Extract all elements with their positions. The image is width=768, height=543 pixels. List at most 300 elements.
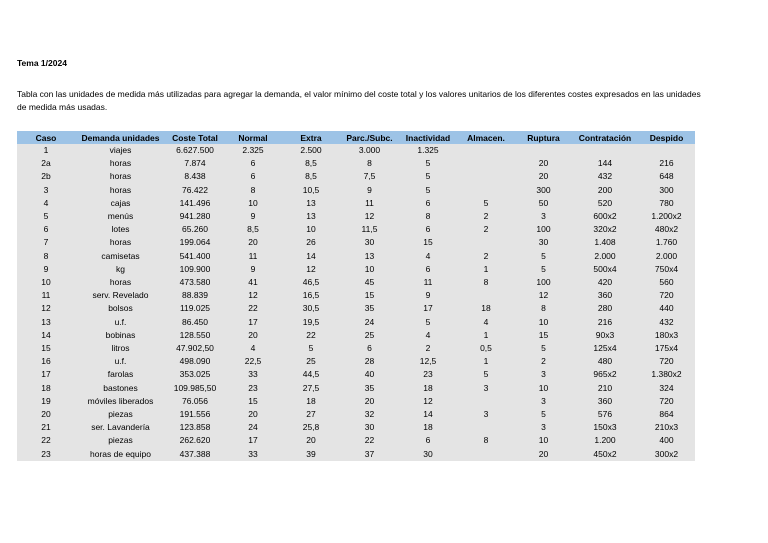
- table-cell: [457, 448, 515, 461]
- table-cell: 0,5: [457, 342, 515, 355]
- table-cell: 541.400: [166, 250, 224, 263]
- table-cell: 5: [515, 263, 572, 276]
- table-row: [17, 382, 695, 395]
- table-cell: 18: [282, 395, 340, 408]
- table-row: [17, 184, 695, 197]
- table-cell: 22,5: [224, 355, 282, 368]
- table-cell: 33: [224, 368, 282, 381]
- table-cell: 15: [17, 342, 75, 355]
- table-cell: 8: [17, 250, 75, 263]
- table-cell: 500x4: [572, 263, 638, 276]
- table-cell: 8,5: [282, 170, 340, 183]
- table-cell: 3: [457, 382, 515, 395]
- table-cell: 2: [457, 223, 515, 236]
- table-row: [17, 408, 695, 421]
- table-cell: 30: [515, 236, 572, 249]
- table-row: [17, 395, 695, 408]
- table-cell: 4: [399, 329, 457, 342]
- table-cell: 11: [224, 250, 282, 263]
- table-cell: horas: [75, 236, 166, 249]
- table-cell: 1.325: [399, 144, 457, 157]
- table-cell: 17: [224, 316, 282, 329]
- table-row: [17, 157, 695, 170]
- table-cell: 30,5: [282, 302, 340, 315]
- table-cell: 9: [340, 184, 399, 197]
- table-cell: 4: [224, 342, 282, 355]
- table-cell: 480: [572, 355, 638, 368]
- column-header: Caso: [17, 131, 75, 144]
- table-cell: 18: [399, 421, 457, 434]
- table-cell: 18: [399, 382, 457, 395]
- table-cell: 6: [224, 157, 282, 170]
- table-cell: 23: [399, 368, 457, 381]
- table-cell: 109.985,50: [166, 382, 224, 395]
- table-cell: 22: [224, 302, 282, 315]
- table-cell: 965x2: [572, 368, 638, 381]
- table-cell: 420: [572, 276, 638, 289]
- table-cell: 41: [224, 276, 282, 289]
- table-cell: u.f.: [75, 316, 166, 329]
- table-cell: 20: [224, 408, 282, 421]
- table-cell: 123.858: [166, 421, 224, 434]
- table-cell: 10: [17, 276, 75, 289]
- table-cell: 12: [399, 395, 457, 408]
- table-cell: 13: [282, 210, 340, 223]
- table-cell: 76.056: [166, 395, 224, 408]
- table-cell: serv. Revelado: [75, 289, 166, 302]
- table-cell: 1.200x2: [638, 210, 695, 223]
- column-header: Demanda unidades: [75, 131, 166, 144]
- table-cell: 1.380x2: [638, 368, 695, 381]
- table-cell: 1.200: [572, 434, 638, 447]
- table-cell: 560: [638, 276, 695, 289]
- table-cell: 8,5: [224, 223, 282, 236]
- table-cell: [457, 184, 515, 197]
- table-cell: 13: [17, 316, 75, 329]
- table-cell: 300: [638, 184, 695, 197]
- table-cell: 17: [399, 302, 457, 315]
- table-cell: 5: [399, 157, 457, 170]
- table-cell: 4: [457, 316, 515, 329]
- table-cell: horas: [75, 276, 166, 289]
- table-cell: 24: [224, 421, 282, 434]
- table-cell: 7.874: [166, 157, 224, 170]
- table-cell: 12: [515, 289, 572, 302]
- table-cell: 30: [399, 448, 457, 461]
- table-cell: 17: [224, 434, 282, 447]
- table-cell: 125x4: [572, 342, 638, 355]
- table-cell: 46,5: [282, 276, 340, 289]
- table-cell: 15: [399, 236, 457, 249]
- table-cell: 6: [399, 263, 457, 276]
- table-cell: 22: [282, 329, 340, 342]
- table-cell: 5: [515, 408, 572, 421]
- table-cell: 24: [340, 316, 399, 329]
- table-cell: 14: [399, 408, 457, 421]
- table-cell: 5: [515, 342, 572, 355]
- table-cell: 2a: [17, 157, 75, 170]
- table-cell: 12: [17, 302, 75, 315]
- table-cell: 300: [515, 184, 572, 197]
- table-cell: 11: [399, 276, 457, 289]
- table-cell: 128.550: [166, 329, 224, 342]
- table-cell: 25,8: [282, 421, 340, 434]
- table-cell: 10: [224, 197, 282, 210]
- table-row: [17, 434, 695, 447]
- table-cell: 720: [638, 395, 695, 408]
- table-cell: 5: [17, 210, 75, 223]
- table-cell: 14: [282, 250, 340, 263]
- table-cell: 10: [515, 382, 572, 395]
- table-cell: 2: [457, 210, 515, 223]
- table-cell: 8: [457, 434, 515, 447]
- table-cell: [572, 144, 638, 157]
- table-cell: 6.627.500: [166, 144, 224, 157]
- table-row: [17, 144, 695, 157]
- table-cell: 5: [282, 342, 340, 355]
- table-cell: 5: [515, 250, 572, 263]
- table-cell: 119.025: [166, 302, 224, 315]
- table-cell: 8: [340, 157, 399, 170]
- table-cell: litros: [75, 342, 166, 355]
- table-row: [17, 421, 695, 434]
- table-cell: 432: [638, 316, 695, 329]
- table-cell: 5: [457, 368, 515, 381]
- table-cell: 18: [457, 302, 515, 315]
- table-cell: 17: [17, 368, 75, 381]
- table-cell: 8: [515, 302, 572, 315]
- column-header: Coste Total: [166, 131, 224, 144]
- table-cell: [515, 144, 572, 157]
- table-cell: 7: [17, 236, 75, 249]
- table-cell: 780: [638, 197, 695, 210]
- table-cell: 16: [17, 355, 75, 368]
- column-header: Ruptura: [515, 131, 572, 144]
- table-cell: 37: [340, 448, 399, 461]
- table-cell: piezas: [75, 434, 166, 447]
- table-cell: 941.280: [166, 210, 224, 223]
- table-body: [17, 144, 695, 461]
- table-cell: 4: [17, 197, 75, 210]
- table-cell: 1: [457, 329, 515, 342]
- table-cell: [638, 144, 695, 157]
- table-cell: 35: [340, 382, 399, 395]
- table-cell: 20: [224, 236, 282, 249]
- table-cell: 15: [515, 329, 572, 342]
- table-cell: u.f.: [75, 355, 166, 368]
- table-row: [17, 250, 695, 263]
- table-cell: 13: [282, 197, 340, 210]
- column-header: Extra: [282, 131, 340, 144]
- table-cell: 2b: [17, 170, 75, 183]
- table-cell: 210: [572, 382, 638, 395]
- table-cell: 33: [224, 448, 282, 461]
- table-cell: [457, 395, 515, 408]
- table-cell: 6: [399, 197, 457, 210]
- table-cell: 22: [17, 434, 75, 447]
- table-cell: 353.025: [166, 368, 224, 381]
- table-cell: 1: [457, 355, 515, 368]
- cost-table: [17, 131, 695, 461]
- table-cell: horas: [75, 184, 166, 197]
- table-cell: 3: [515, 210, 572, 223]
- table-cell: 100: [515, 276, 572, 289]
- table-cell: 7,5: [340, 170, 399, 183]
- table-cell: 6: [399, 223, 457, 236]
- table-cell: 9: [224, 263, 282, 276]
- table-cell: 12: [340, 210, 399, 223]
- table-row: [17, 329, 695, 342]
- table-cell: 300x2: [638, 448, 695, 461]
- table-cell: 10,5: [282, 184, 340, 197]
- table-cell: 23: [17, 448, 75, 461]
- table-cell: 20: [515, 170, 572, 183]
- table-cell: 28: [340, 355, 399, 368]
- table-cell: 9: [224, 210, 282, 223]
- table-cell: 25: [340, 329, 399, 342]
- table-cell: 199.064: [166, 236, 224, 249]
- table-cell: 12: [282, 263, 340, 276]
- table-cell: 437.388: [166, 448, 224, 461]
- table-cell: 47.902,50: [166, 342, 224, 355]
- table-row: [17, 263, 695, 276]
- table-cell: 13: [340, 250, 399, 263]
- table-cell: 15: [340, 289, 399, 302]
- table-cell: 39: [282, 448, 340, 461]
- table-cell: 6: [17, 223, 75, 236]
- table-description: Tabla con las unidades de medida más utilizadas para agregar la demanda, el valor mínimo del coste total y los valores unitarios de los diferentes costes expresados en las unidades de medida más usadas.: [17, 89, 701, 112]
- table-cell: 86.450: [166, 316, 224, 329]
- table-cell: 1: [17, 144, 75, 157]
- table-cell: 262.620: [166, 434, 224, 447]
- table-cell: 3: [515, 421, 572, 434]
- table-cell: 2: [515, 355, 572, 368]
- table-cell: 144: [572, 157, 638, 170]
- table-cell: bobinas: [75, 329, 166, 342]
- table-cell: 320x2: [572, 223, 638, 236]
- table-cell: ser. Lavandería: [75, 421, 166, 434]
- table-cell: 20: [340, 395, 399, 408]
- table-header-row: [17, 131, 695, 144]
- table-cell: 2: [457, 250, 515, 263]
- table-cell: [457, 144, 515, 157]
- table-cell: 90x3: [572, 329, 638, 342]
- table-cell: 1: [457, 263, 515, 276]
- table-cell: 432: [572, 170, 638, 183]
- table-cell: 3: [515, 368, 572, 381]
- table-cell: 5: [399, 184, 457, 197]
- table-cell: 14: [17, 329, 75, 342]
- table-cell: 180x3: [638, 329, 695, 342]
- table-cell: lotes: [75, 223, 166, 236]
- table-cell: 216: [638, 157, 695, 170]
- table-cell: 15: [224, 395, 282, 408]
- table-cell: 10: [515, 316, 572, 329]
- table-cell: 25: [282, 355, 340, 368]
- table-cell: 141.496: [166, 197, 224, 210]
- table-row: [17, 236, 695, 249]
- table-cell: 22: [340, 434, 399, 447]
- table-cell: bastones: [75, 382, 166, 395]
- table-cell: 4: [399, 250, 457, 263]
- table-cell: 3: [457, 408, 515, 421]
- table-cell: 19: [17, 395, 75, 408]
- table-cell: 8: [224, 184, 282, 197]
- table-cell: 45: [340, 276, 399, 289]
- table-cell: 648: [638, 170, 695, 183]
- table-cell: viajes: [75, 144, 166, 157]
- table-cell: 520: [572, 197, 638, 210]
- table-cell: 21: [17, 421, 75, 434]
- table-cell: 450x2: [572, 448, 638, 461]
- table-cell: [457, 157, 515, 170]
- table-cell: 864: [638, 408, 695, 421]
- table-cell: 65.260: [166, 223, 224, 236]
- table-row: [17, 342, 695, 355]
- table-row: [17, 197, 695, 210]
- table-cell: 18: [17, 382, 75, 395]
- table-row: [17, 302, 695, 315]
- table-cell: horas: [75, 170, 166, 183]
- table-cell: 8.438: [166, 170, 224, 183]
- table-cell: 6: [224, 170, 282, 183]
- table-cell: 2.000: [572, 250, 638, 263]
- column-header: Parc./Subc.: [340, 131, 399, 144]
- table-cell: 6: [399, 434, 457, 447]
- table-cell: camisetas: [75, 250, 166, 263]
- table-cell: 600x2: [572, 210, 638, 223]
- table-cell: 3.000: [340, 144, 399, 157]
- table-cell: 20: [224, 329, 282, 342]
- column-header: Normal: [224, 131, 282, 144]
- table-row: [17, 355, 695, 368]
- table-cell: 10: [340, 263, 399, 276]
- table-row: [17, 170, 695, 183]
- table-cell: 10: [282, 223, 340, 236]
- table-cell: 2.325: [224, 144, 282, 157]
- table-cell: 40: [340, 368, 399, 381]
- table-cell: 324: [638, 382, 695, 395]
- table-cell: 12,5: [399, 355, 457, 368]
- document-title: Tema 1/2024: [17, 58, 67, 68]
- table-cell: 12: [224, 289, 282, 302]
- table-cell: 473.580: [166, 276, 224, 289]
- table-cell: 360: [572, 289, 638, 302]
- table-cell: 480x2: [638, 223, 695, 236]
- table-cell: móviles liberados: [75, 395, 166, 408]
- table-row: [17, 276, 695, 289]
- table-cell: 109.900: [166, 263, 224, 276]
- table-cell: 30: [340, 236, 399, 249]
- table-cell: 9: [17, 263, 75, 276]
- table-cell: 11: [17, 289, 75, 302]
- table-cell: 216: [572, 316, 638, 329]
- table-cell: 20: [515, 448, 572, 461]
- table-cell: 440: [638, 302, 695, 315]
- table-cell: 27,5: [282, 382, 340, 395]
- table-cell: 2: [399, 342, 457, 355]
- table-cell: 16,5: [282, 289, 340, 302]
- table-cell: horas de equipo: [75, 448, 166, 461]
- table-cell: 76.422: [166, 184, 224, 197]
- table-row: [17, 289, 695, 302]
- table-row: [17, 316, 695, 329]
- table-cell: 360: [572, 395, 638, 408]
- table-cell: 1.760: [638, 236, 695, 249]
- table-cell: 27: [282, 408, 340, 421]
- table-cell: 3: [17, 184, 75, 197]
- table-cell: 400: [638, 434, 695, 447]
- table-cell: farolas: [75, 368, 166, 381]
- table-cell: 8: [399, 210, 457, 223]
- table-cell: 11,5: [340, 223, 399, 236]
- table-cell: 200: [572, 184, 638, 197]
- table-cell: 30: [340, 421, 399, 434]
- table-cell: 32: [340, 408, 399, 421]
- table-cell: 2.000: [638, 250, 695, 263]
- column-header: Inactividad: [399, 131, 457, 144]
- table-cell: 175x4: [638, 342, 695, 355]
- table-cell: 210x3: [638, 421, 695, 434]
- table-cell: [457, 236, 515, 249]
- table-cell: 10: [515, 434, 572, 447]
- column-header: Almacen.: [457, 131, 515, 144]
- table-cell: 20: [17, 408, 75, 421]
- table-cell: 19,5: [282, 316, 340, 329]
- table-cell: 50: [515, 197, 572, 210]
- table-row: [17, 368, 695, 381]
- table-cell: 1.408: [572, 236, 638, 249]
- table-cell: 26: [282, 236, 340, 249]
- table-cell: 720: [638, 289, 695, 302]
- column-header: Despido: [638, 131, 695, 144]
- table-cell: 2.500: [282, 144, 340, 157]
- table-cell: bolsos: [75, 302, 166, 315]
- table-cell: 8: [457, 276, 515, 289]
- table-cell: 8,5: [282, 157, 340, 170]
- table-cell: cajas: [75, 197, 166, 210]
- table-cell: 100: [515, 223, 572, 236]
- table-cell: 20: [282, 434, 340, 447]
- table-cell: 150x3: [572, 421, 638, 434]
- table-cell: 44,5: [282, 368, 340, 381]
- column-header: Contratación: [572, 131, 638, 144]
- table-cell: 23: [224, 382, 282, 395]
- table-cell: 35: [340, 302, 399, 315]
- table-cell: kg: [75, 263, 166, 276]
- table-cell: 191.556: [166, 408, 224, 421]
- table-cell: piezas: [75, 408, 166, 421]
- table-cell: 11: [340, 197, 399, 210]
- table-row: [17, 448, 695, 461]
- table-cell: 9: [399, 289, 457, 302]
- table-row: [17, 210, 695, 223]
- table-cell: [457, 170, 515, 183]
- table-cell: 88.839: [166, 289, 224, 302]
- table-cell: 20: [515, 157, 572, 170]
- table-row: [17, 223, 695, 236]
- table-cell: [457, 421, 515, 434]
- table-cell: 5: [399, 170, 457, 183]
- table-cell: [457, 289, 515, 302]
- table-cell: horas: [75, 157, 166, 170]
- table-cell: menús: [75, 210, 166, 223]
- table-cell: 498.090: [166, 355, 224, 368]
- table-cell: 280: [572, 302, 638, 315]
- table-cell: 750x4: [638, 263, 695, 276]
- table-cell: 5: [399, 316, 457, 329]
- table-cell: 720: [638, 355, 695, 368]
